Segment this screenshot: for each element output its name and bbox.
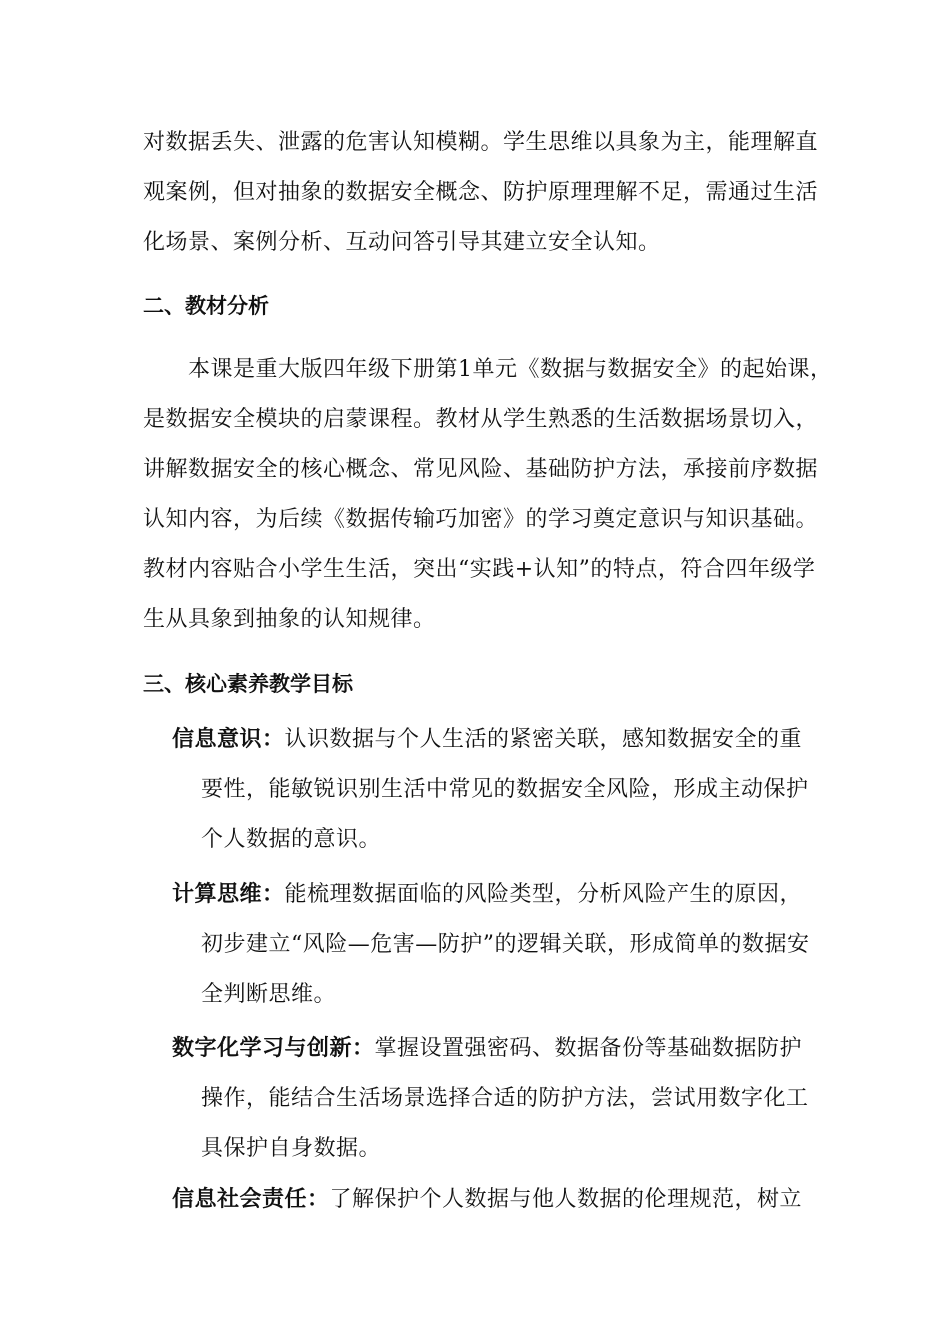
- objective-label: 数字化学习与创新：: [172, 1036, 375, 1061]
- section2-line-3: 讲解数据安全的核心概念、常见风险、基础防护方法，承接前序数据: [143, 457, 819, 482]
- objective-social-responsibility: [172, 1187, 802, 1213]
- objective-3-line-2: 操作，能结合生活场景选择合适的防护方法，尝试用数字化工: [201, 1086, 809, 1111]
- section2-line-6: 生从具象到抽象的认知规律。: [143, 607, 436, 632]
- objective-text: 认识数据与个人生活的紧密关联，感知数据安全的重: [284, 727, 803, 752]
- section2-line-5: 教材内容贴合小学生生活，突出“实践+认知”的特点，符合四年级学: [143, 557, 816, 582]
- objective-text: 能梳理数据面临的风险类型，分析风险产生的原因，: [284, 882, 803, 907]
- objective-3-line-3: 具保护自身数据。: [201, 1136, 382, 1161]
- intro-line-3: 化场景、案例分析、互动问答引导其建立安全认知。: [143, 230, 661, 255]
- section2-line-1: 本课是重大版四年级下册第1单元《数据与数据安全》的起始课，: [188, 357, 833, 382]
- objective-2-line-2: 初步建立“风险—危害—防护”的逻辑关联，形成简单的数据安: [201, 932, 810, 957]
- section2-line-2: 是数据安全模块的启蒙课程。教材从学生熟悉的生活数据场景切入，: [143, 407, 819, 432]
- objective-information-awareness: [172, 727, 802, 753]
- objective-text: 了解保护个人数据与他人数据的伦理规范，树立: [329, 1187, 803, 1212]
- intro-line-2: 观案例，但对抽象的数据安全概念、防护原理理解不足，需通过生活: [143, 180, 819, 205]
- section2-line-4: 认知内容，为后续《数据传输巧加密》的学习奠定意识与知识基础。: [143, 507, 819, 532]
- objective-label: 信息社会责任：: [172, 1187, 330, 1212]
- objective-1-line-2: 要性，能敏锐识别生活中常见的数据安全风险，形成主动保护: [201, 777, 809, 802]
- objective-label: 信息意识：: [172, 727, 285, 752]
- objective-computational-thinking: [172, 882, 802, 908]
- section-heading-textbook-analysis: 二、教材分析: [143, 294, 269, 318]
- objective-1-line-3: 个人数据的意识。: [201, 827, 382, 852]
- intro-line-1: 对数据丢失、泄露的危害认知模糊。学生思维以具象为主，能理解直: [143, 130, 819, 155]
- objective-label: 计算思维：: [172, 882, 285, 907]
- objective-digital-learning-innovation: [172, 1036, 802, 1062]
- objective-text: 掌握设置强密码、数据备份等基础数据防护: [374, 1036, 803, 1061]
- section-heading-core-objectives: 三、核心素养教学目标: [143, 672, 353, 696]
- objective-2-line-3: 全判断思维。: [201, 982, 337, 1007]
